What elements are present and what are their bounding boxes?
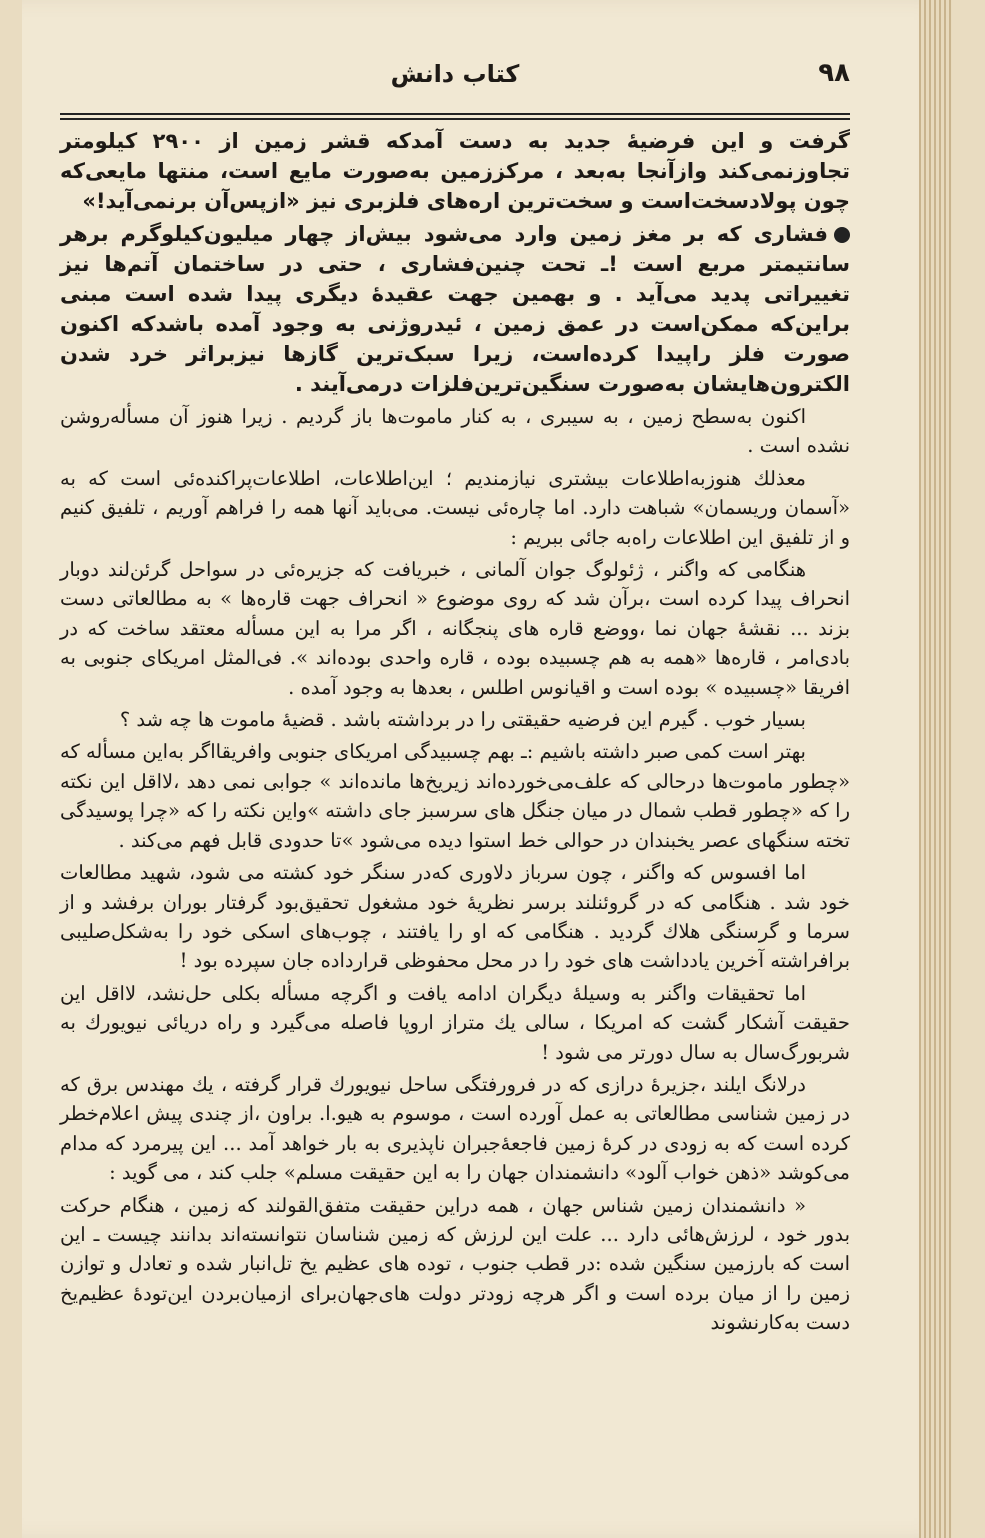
paragraph-2	[60, 219, 850, 399]
page-header	[60, 58, 850, 98]
paragraph-4: معذلك هنوز‌به‌اطلاعات بیشتری نیازمندیم ؛ این‌اطلاعات، اطلاعات‌پراکنده‌ئی است که به «آسمان وریسمان» شباهت دارد. اما چاره‌ئی نیست. می‌باید آنها همه را فراهم آوریم ، تلفیق کنیم و از تلفیق این اطلاعات راه‌به جائی ببریم :	[60, 466, 850, 549]
paragraph-1: گرفت و این فرضیهٔ جدید به دست آمدکه قشر زمین از ۲۹۰۰ کیلومتر تجاوزنمی‌کند وازآنجا به‌بعد ، مرکززمین به‌صورت مایع است، منتها مایعی‌که چون پولادسخت‌است و سخت‌ترین اره‌های فلزبری نیز «ازپس‌آن برنمی‌آید!»	[60, 129, 850, 213]
header-rule-top	[60, 113, 850, 115]
running-title: کتاب دانش	[390, 60, 520, 88]
paragraph-8: اما افسوس که واگنر ، چون سرباز دلاوری که‌در سنگر خود کشته می شود، شهید مطالعات خود شد . هنگامی که در گروئنلند برسر نظریهٔ خود مشغول تحقیق‌بود گرفتار بوران برفشد و از سرما و گرسنگی هلاك گردید . هنگامی که او را یافتند ، چوب‌های اسکی خود را به‌شکل‌صلیبی برافراشته آخرین یادداشت های خود را در محل محفوظی قرارداده جان سپرده بود !	[60, 861, 850, 973]
paragraph-5: هنگامی که واگنر ، ژئولوگ جوان آلمانی ، خبریافت که جزیره‌ئی در سواحل گرئن‌لند دوبار انحراف پیدا کرده است ،برآن شد که روی موضوع « انحراف جهت قاره‌ها » به مطالعاتی دست بزند ... نقشهٔ جهان نما ،ووضع قاره های پنجگانه ، اگر مرا به این مسأله معتقد ساخت که در بادی‌امر ، قاره‌ها «همه به هم چسبیده بوده ، قاره واحدی بوده‌اند ». فی‌المثل امریکای جنوبی به افریقا «چسبیده » بوده است و اقیانوس اطلس ، بعدها به وجود آمده .	[60, 558, 850, 699]
paragraph-9: اما تحقیقات واگنر به وسیلهٔ دیگران ادامه یافت و اگرچه مسأله بکلی حل‌نشد، لااقل این حقیقت آشکار گشت که امریکا ، سالی یك متراز اروپا فاصله می‌گیرد و راه دریائی نیویورك به شربورگ‌سال به سال دورتر می شود !	[60, 981, 850, 1064]
header-rule-bottom	[60, 118, 850, 120]
paragraph-7: بهتر است کمی صبر داشته باشیم :ـ بهم چسبیدگی امریکای جنوبی وافریقااگر به‌این مسأله که «چطور ماموت‌ها درحالی که علف‌می‌خورده‌اند زیریخ‌ها مانده‌اند » جوابی نمی دهد ،لااقل این نکته را که «چطور قطب شمال در میان جنگل های سرسبز جای داشته »واین نکته را که «چرا پوسیدگی تخته سنگهای عصر یخبندان در حوالی خط استوا دیده می‌شود »تا حدودی قابل فهم می‌کند .	[60, 740, 850, 852]
page-number: ۹۸	[818, 58, 850, 88]
page-body	[60, 126, 850, 1341]
bullet-icon	[834, 227, 850, 243]
paragraph-10: درلانگ ایلند ،جزیرهٔ درازی که در فرورفتگی ساحل نیویورك قرار گرفته ، یك مهندس برق که در زمین شناسی مطالعاتی به عمل آورده است ، موسوم به هیو.ا. براون ،از چندی پیش اعلام‌خطر کرده است که به زودی در کرهٔ زمین فاجعهٔ‌جبران ناپذیری به بار خواهد آمد ... این پیرمرد که مدام می‌کوشد «ذهن خواب آلود» دانشمندان جهان را به این حقیقت مسلم» جلب کند ، می گوید :	[60, 1072, 850, 1185]
paragraph-6: بسیار خوب . گیرم این فرضیه حقیقتی را در برداشته باشد . قضیهٔ ماموت ها چه شد ؟	[119, 708, 806, 732]
paragraph-2-text: فشاری که بر مغز زمین وارد می‌شود بیش‌از چهار میلیون‌کیلوگرم برهر سانتیمتر مربع است !ـ تحت چنین‌فشاری ، حتی در ساختمان آتم‌ها نیز تغییراتی پدید می‌آید . و بهمین جهت عقیدهٔ دیگری پیدا شده است مبنی براین‌که ممکن‌است در عمق زمین ، ئیدروژنی به وجود آمده باشدکه اکنون صورت فلز راپیدا کرده‌است، زیرا سبک‌ترین گازها نیزبراثر خرد شدن الکترون‌هایشان به‌صورت سنگین‌ترین‌فلزات درمی‌آیند .	[60, 222, 850, 396]
paragraph-3: اکنون به‌سطح زمین ، به سیبری ، به کنار ماموت‌ها باز گردیم . زیرا هنوز آن مسأله‌روشن نشده است .	[60, 405, 850, 458]
page-edge	[919, 0, 952, 1538]
paragraph-11: « دانشمندان زمین شناس جهان ، همه دراین حقیقت متفق‌القولند که زمین ، هنگام حرکت بدور خود ، لرزش‌هائی دارد ... علت این لرزش که زمین شناسان نتوانسته‌اند بدانند چیست ـ این است که بارزمین سنگین شده :در قطب جنوب ، توده های عظیم یخ تل‌انبار شده و تعادل و توازن زمین را از میان برده است و اگر هرچه زودتر دولت های‌جهان‌برای ازمیان‌بردن این‌تودهٔ عظیم‌یخ دست به‌کارنشوند	[60, 1193, 850, 1335]
